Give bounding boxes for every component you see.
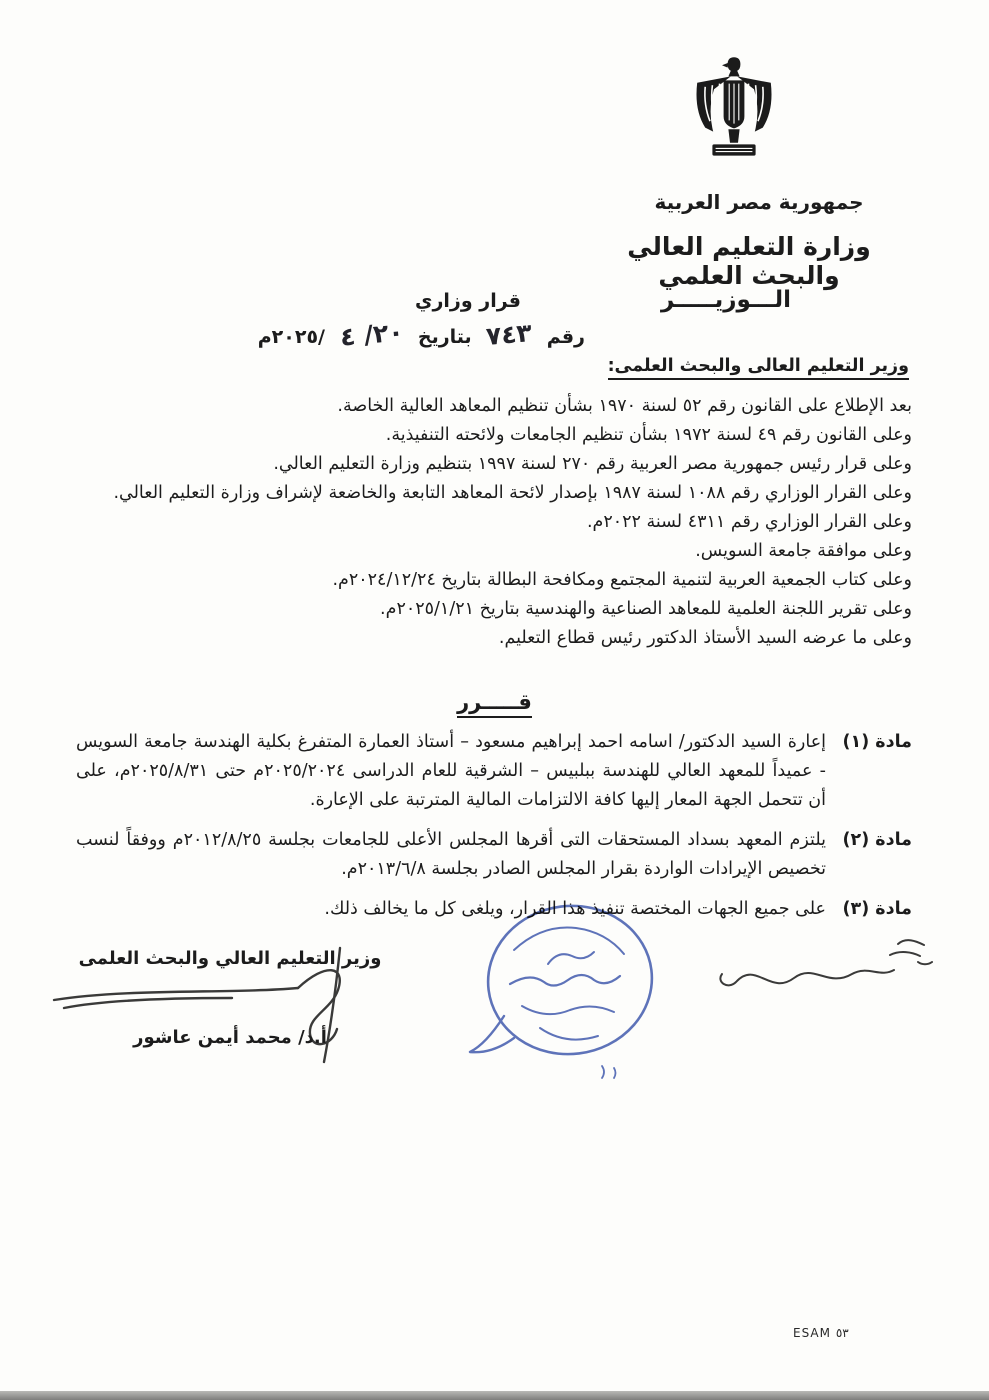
footer-mark: ESAM ٥٣ [793, 1326, 849, 1340]
decree-number-handwritten: ٧٤٣ [485, 318, 534, 351]
decree-date-label: بتاريخ [417, 326, 472, 348]
decree-date-handwritten: ٢٠/ ٤ [338, 317, 405, 352]
decree-number-label: رقم [546, 326, 585, 348]
ministry-title: وزارة التعليم العالي والبحث العلمي [627, 232, 871, 290]
minister-signature-ink-icon [40, 930, 440, 1070]
preamble-paragraph: وعلى قرار رئيس جمهورية مصر العربية رقم ٢٧٠ لسنة ١٩٩٧ بتنظيم وزارة التعليم العالي. [273, 454, 912, 474]
article-row [76, 728, 912, 815]
preamble-paragraph: وعلى تقرير اللجنة العلمية للمعاهد الصناعية والهندسية بتاريخ ٢٠٢٥/١/٢١م. [380, 599, 912, 619]
signature-name: أ.د/ محمد أيمن عاشور [133, 1027, 327, 1048]
decree-title: قرار وزاري [415, 290, 521, 312]
article-label: مادة (٢) [842, 830, 912, 850]
article-label: مادة (١) [842, 732, 912, 752]
decision-heading: قـــــرر [0, 690, 989, 714]
decree-date-year: /٢٠٢٥م [257, 326, 325, 348]
decree-number-line [257, 317, 585, 352]
article-row [76, 826, 912, 884]
republic-title: جمهورية مصر العربية [654, 190, 864, 214]
preamble-paragraph: وعلى ما عرضه السيد الأستاذ الدكتور رئيس قطاع التعليم. [498, 628, 912, 648]
article-text: يلتزم المعهد بسداد المستحقات التى أقرها المجلس الأعلى للجامعات بجلسة ٢٠١٢/٨/٢٥م ووفقاً لنسب تخصيص الإيرادات الواردة بقرار المجلس الصادر بجلسة ٢٠١٣/٦/٨م. [76, 830, 826, 879]
preamble-paragraph: بعد الإطلاع على القانون رقم ٥٢ لسنة ١٩٧٠ بشأن تنظيم المعاهد العالية الخاصة. [337, 396, 912, 416]
minister-word: الـــوزيـــــر [660, 287, 791, 313]
opening-line: وزير التعليم العالى والبحث العلمى: [608, 356, 909, 376]
preamble-paragraph: وعلى كتاب الجمعية العربية لتنمية المجتمع ومكافحة البطالة بتاريخ ٢٠٢٤/١٢/٢٤م. [332, 570, 912, 590]
preamble-paragraph: وعلى القرار الوزاري رقم ١٠٨٨ لسنة ١٩٨٧ بإصدار لائحة المعاهد التابعة والخاضعة لإشراف وزارة التعليم العالي. [113, 483, 912, 503]
article-label: مادة (٣) [842, 899, 912, 919]
article-text: على جميع الجهات المختصة تنفيذ هذا القرار، ويلغى كل ما يخالف ذلك. [324, 899, 826, 919]
side-signature-ink-icon [712, 928, 948, 1008]
egypt-eagle-emblem-icon [686, 50, 782, 170]
signature-title: وزير التعليم العالي والبحث العلمى [78, 948, 382, 969]
preamble-paragraph: وعلى القانون رقم ٤٩ لسنة ١٩٧٢ بشأن تنظيم الجامعات ولائحته التنفيذية. [385, 425, 912, 445]
article-text: إعارة السيد الدكتور/ اسامه احمد إبراهيم مسعود – أستاذ العمارة المتفرغ بكلية الهندسة جامعة السويس - عميداً للمعهد العالي للهندسة ببلبيس – الشرقية للعام الدراسى ٢٠٢٥/٢٠٢٤م حتى ٢٠٢٥/٨/٣١م، على أن تتحمل الجهة المعار إليها كافة الالتزامات المالية المترتبة على الإعارة. [76, 732, 826, 810]
preamble-paragraph: وعلى موافقة جامعة السويس. [695, 541, 912, 561]
scan-edge-band [0, 1391, 989, 1400]
preamble-paragraph: وعلى القرار الوزاري رقم ٤٣١١ لسنة ٢٠٢٢م. [586, 512, 912, 532]
preamble [78, 392, 912, 653]
official-round-stamp-icon [452, 888, 692, 1108]
